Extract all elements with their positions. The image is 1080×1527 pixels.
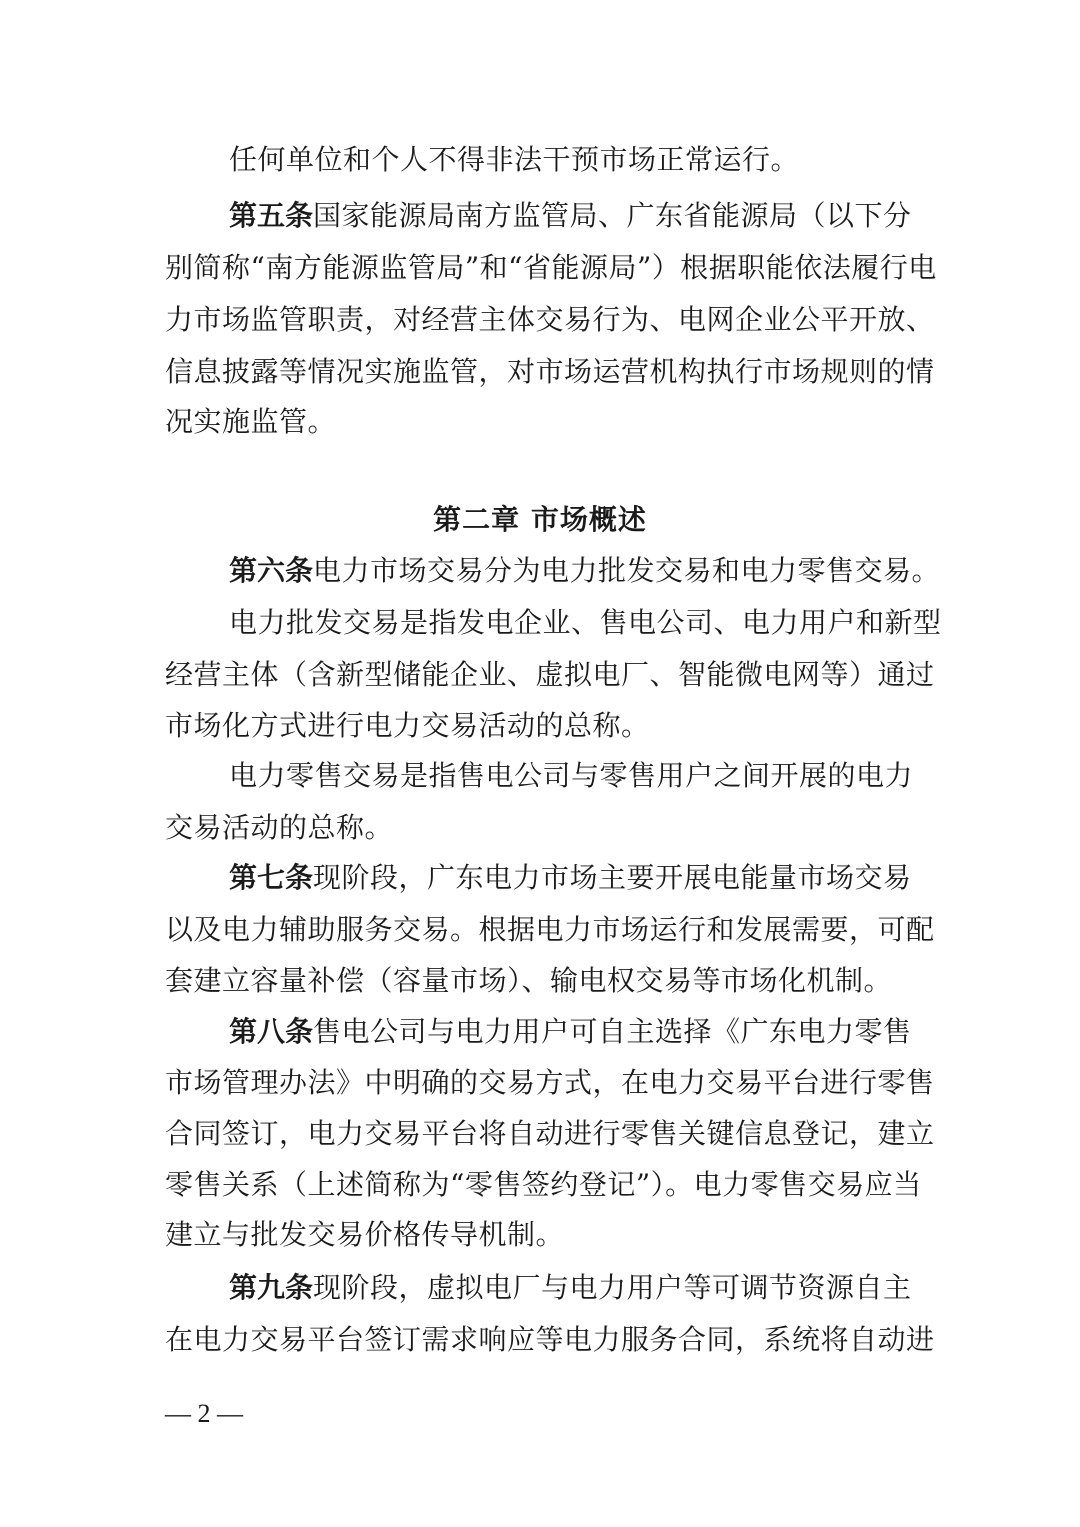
article-9-paragraph	[229, 1268, 912, 1308]
article-5-paragraph	[229, 196, 912, 236]
article-label: 第八条	[229, 1015, 314, 1048]
text-line: 售电公司与电力用户可自主选择《广东电力零售	[313, 1015, 912, 1048]
text-line: 合同签订，电力交易平台将自动进行零售关键信息登记，建立	[165, 1117, 935, 1150]
text-line: 国家能源局南方监管局、广东省能源局（以下分	[313, 199, 912, 232]
article-label: 第七条	[229, 861, 314, 894]
chapter-heading: 第二章 市场概述	[433, 503, 647, 536]
article-8-paragraph	[229, 1012, 912, 1052]
text-line: 现阶段，虚拟电厂与电力用户等可调节资源自主	[313, 1271, 912, 1304]
text-line: 别简称“南方能源监管局”和“省能源局”）根据职能依法履行电	[165, 251, 937, 284]
text-line: 信息披露等情况实施监管，对市场运营机构执行市场规则的情	[165, 355, 935, 388]
article-7-paragraph	[229, 858, 912, 898]
article-6-paragraph	[229, 551, 940, 591]
text-line: 任何单位和个人不得非法干预市场正常运行。	[229, 143, 800, 176]
text-line: 市场管理办法》中明确的交易方式，在电力交易平台进行零售	[165, 1066, 935, 1099]
article-label: 第五条	[229, 199, 314, 232]
text-line: 现阶段，广东电力市场主要开展电能量市场交易	[313, 861, 912, 894]
text-line: 电力零售交易是指售电公司与零售用户之间开展的电力	[229, 759, 914, 792]
text-line: 经营主体（含新型储能企业、虚拟电厂、智能微电网等）通过	[165, 658, 935, 691]
article-label: 第九条	[229, 1271, 314, 1304]
page-number: — 2 —	[165, 1399, 243, 1428]
text-line: 市场化方式进行电力交易活动的总称。	[165, 709, 650, 742]
text-line: 在电力交易平台签订需求响应等电力服务合同，系统将自动进	[165, 1323, 935, 1356]
text-line: 电力批发交易是指发电企业、售电公司、电力用户和新型	[229, 606, 942, 639]
text-line: 力市场监管职责，对经营主体交易行为、电网企业公平开放、	[165, 303, 935, 336]
text-line: 电力市场交易分为电力批发交易和电力零售交易。	[313, 554, 941, 587]
text-line: 零售关系（上述简称为“零售签约登记”）。电力零售交易应当	[165, 1168, 922, 1201]
text-line: 建立与批发交易价格传导机制。	[165, 1218, 565, 1251]
text-line: 交易活动的总称。	[165, 811, 394, 844]
text-line: 套建立容量补偿（容量市场）、输电权交易等市场化机制。	[165, 964, 893, 997]
article-label: 第六条	[229, 554, 314, 587]
text-line: 况实施监管。	[165, 405, 337, 438]
text-line: 以及电力辅助服务交易。根据电力市场运行和发展需要，可配	[165, 913, 935, 946]
